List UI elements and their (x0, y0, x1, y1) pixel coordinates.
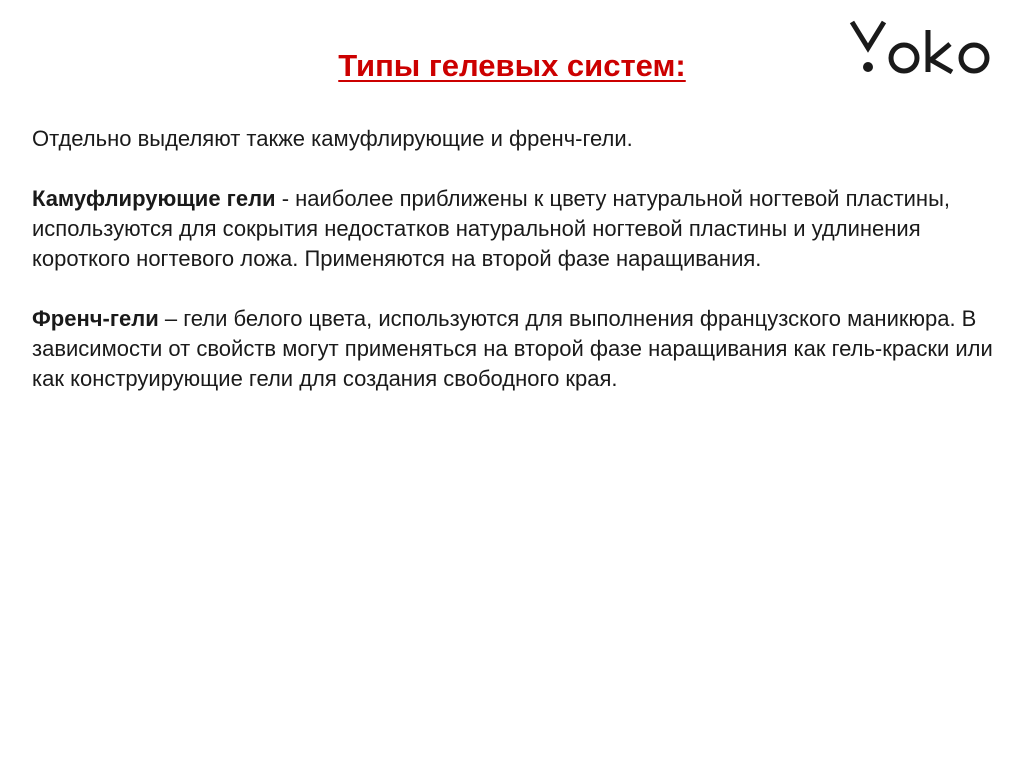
french-term: Френч-гели (32, 306, 159, 331)
slide-title-text: Типы гелевых систем: (338, 48, 686, 83)
yoko-logo (846, 12, 996, 80)
camouflage-term: Камуфлирующие гели (32, 186, 276, 211)
spacer (32, 154, 1002, 184)
camouflage-paragraph (32, 184, 1002, 274)
spacer (32, 274, 1002, 304)
french-text: – гели белого цвета, используются для выполнения французского маникюра. В зависимости от свойств могут применяться на второй фазе наращивания как гель-краски или как конструирующие гели для создания свободного края. (32, 306, 993, 391)
camouflage-text: - наиболее приближены к цвету натуральной ногтевой пластины, используются для сокрытия недостатков натуральной ногтевой пластины и удлинения короткого ногтевого ложа. Применяются на второй фазе наращивания. (32, 186, 951, 271)
intro-paragraph: Отдельно выделяют также камуфлирующие и френч-гели. (32, 126, 633, 151)
slide-body (32, 124, 1002, 394)
french-paragraph (32, 304, 1002, 394)
